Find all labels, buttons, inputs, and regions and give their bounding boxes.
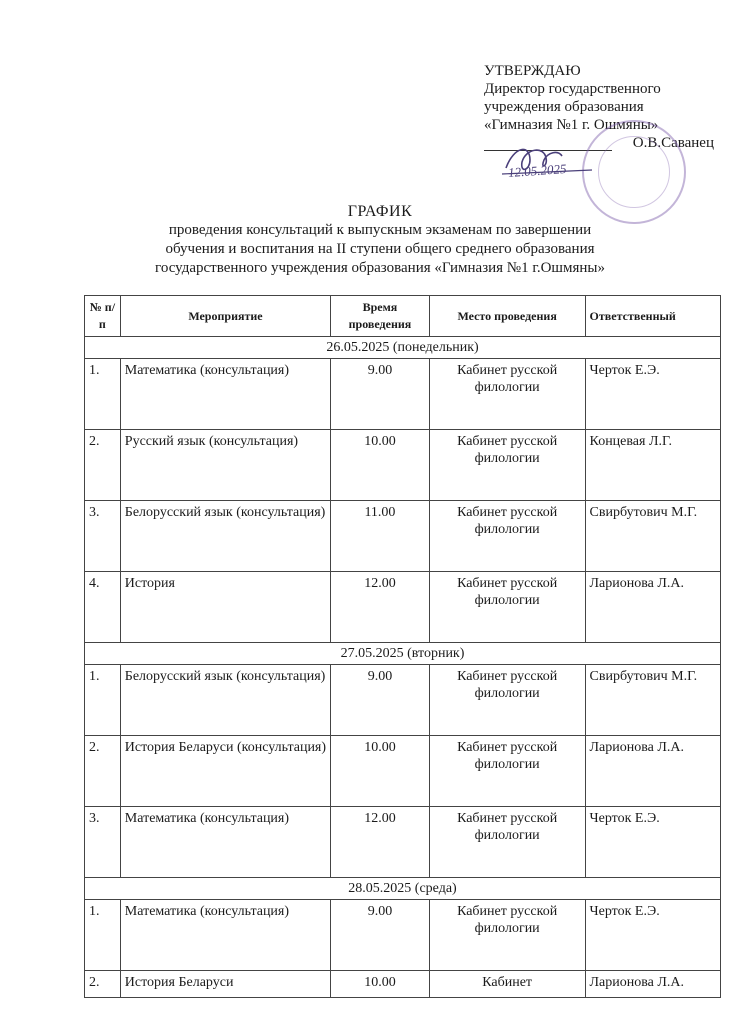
row-event: Белорусский язык (консультация) — [120, 665, 330, 736]
header-event: Мероприятие — [120, 296, 330, 337]
row-event: Математика (консультация) — [120, 807, 330, 878]
row-time: 10.00 — [331, 430, 430, 501]
table-row — [85, 807, 721, 878]
title-line-2: обучения и воспитания на II ступени общего среднего образования — [165, 241, 595, 257]
table-row — [85, 665, 721, 736]
row-time: 9.00 — [331, 359, 430, 430]
row-num: 3. — [85, 501, 121, 572]
day-row — [85, 643, 721, 665]
row-num: 1. — [85, 359, 121, 430]
day-label: 28.05.2025 (среда) — [85, 878, 721, 900]
row-responsible: Черток Е.Э. — [585, 359, 720, 430]
row-place: Кабинет русской филологии — [429, 572, 585, 643]
row-responsible: Ларионова Л.А. — [585, 572, 720, 643]
header-num: № п/п — [85, 296, 121, 337]
day-row — [85, 337, 721, 359]
signer-name: О.В.Саванец — [632, 135, 714, 151]
approval-line-2: учреждения образования — [484, 99, 644, 115]
row-time: 11.00 — [331, 501, 430, 572]
row-event: Белорусский язык (консультация) — [120, 501, 330, 572]
row-num: 2. — [85, 971, 121, 998]
row-event: Русский язык (консультация) — [120, 430, 330, 501]
row-place: Кабинет русской филологии — [429, 430, 585, 501]
table-header-row — [85, 296, 721, 337]
approval-line-3: «Гимназия №1 г. Ошмяны» — [484, 117, 659, 133]
header-responsible: Ответственный — [585, 296, 720, 337]
table-row — [85, 736, 721, 807]
row-time: 12.00 — [331, 572, 430, 643]
header-time: Время проведения — [331, 296, 430, 337]
row-responsible: Свирбутович М.Г. — [585, 665, 720, 736]
row-num: 2. — [85, 736, 121, 807]
row-event: История Беларуси (консультация) — [120, 736, 330, 807]
row-responsible: Черток Е.Э. — [585, 900, 720, 971]
row-responsible: Ларионова Л.А. — [585, 971, 720, 998]
row-responsible: Черток Е.Э. — [585, 807, 720, 878]
row-num: 4. — [85, 572, 121, 643]
row-num: 1. — [85, 900, 121, 971]
table-row — [85, 971, 721, 998]
signature-date: 12.05.2025 — [507, 160, 567, 181]
table-row — [85, 359, 721, 430]
table-row — [85, 430, 721, 501]
consultation-schedule-table — [84, 295, 721, 998]
table-row — [85, 572, 721, 643]
title-line-1: проведения консультаций к выпускным экзаменам по завершении — [168, 222, 592, 238]
day-label: 26.05.2025 (понедельник) — [85, 337, 721, 359]
row-place: Кабинет русской филологии — [429, 665, 585, 736]
row-num: 3. — [85, 807, 121, 878]
row-place: Кабинет русской филологии — [429, 807, 585, 878]
row-event: Математика (консультация) — [120, 900, 330, 971]
row-num: 1. — [85, 665, 121, 736]
document-title-block — [120, 202, 640, 278]
row-place: Кабинет русской филологии — [429, 359, 585, 430]
row-time: 9.00 — [331, 665, 430, 736]
row-event: История — [120, 572, 330, 643]
row-place: Кабинет русской филологии — [429, 736, 585, 807]
row-num: 2. — [85, 430, 121, 501]
row-responsible: Ларионова Л.А. — [585, 736, 720, 807]
header-place: Место проведения — [429, 296, 585, 337]
row-responsible: Концевая Л.Г. — [585, 430, 720, 501]
day-row — [85, 878, 721, 900]
row-place: Кабинет — [429, 971, 585, 998]
row-event: История Беларуси — [120, 971, 330, 998]
title-line-3: государственного учреждения образования «Гимназия №1 г.Ошмяны» — [155, 260, 605, 276]
row-time: 9.00 — [331, 900, 430, 971]
row-place: Кабинет русской филологии — [429, 501, 585, 572]
row-time: 10.00 — [331, 736, 430, 807]
day-label: 27.05.2025 (вторник) — [85, 643, 721, 665]
table-row — [85, 501, 721, 572]
document-title: ГРАФИК — [347, 203, 413, 220]
table-row — [85, 900, 721, 971]
row-time: 10.00 — [331, 971, 430, 998]
approval-heading: УТВЕРЖДАЮ — [484, 63, 581, 79]
approval-line-1: Директор государственного — [484, 81, 661, 97]
row-place: Кабинет русской филологии — [429, 900, 585, 971]
row-event: Математика (консультация) — [120, 359, 330, 430]
row-responsible: Свирбутович М.Г. — [585, 501, 720, 572]
row-time: 12.00 — [331, 807, 430, 878]
